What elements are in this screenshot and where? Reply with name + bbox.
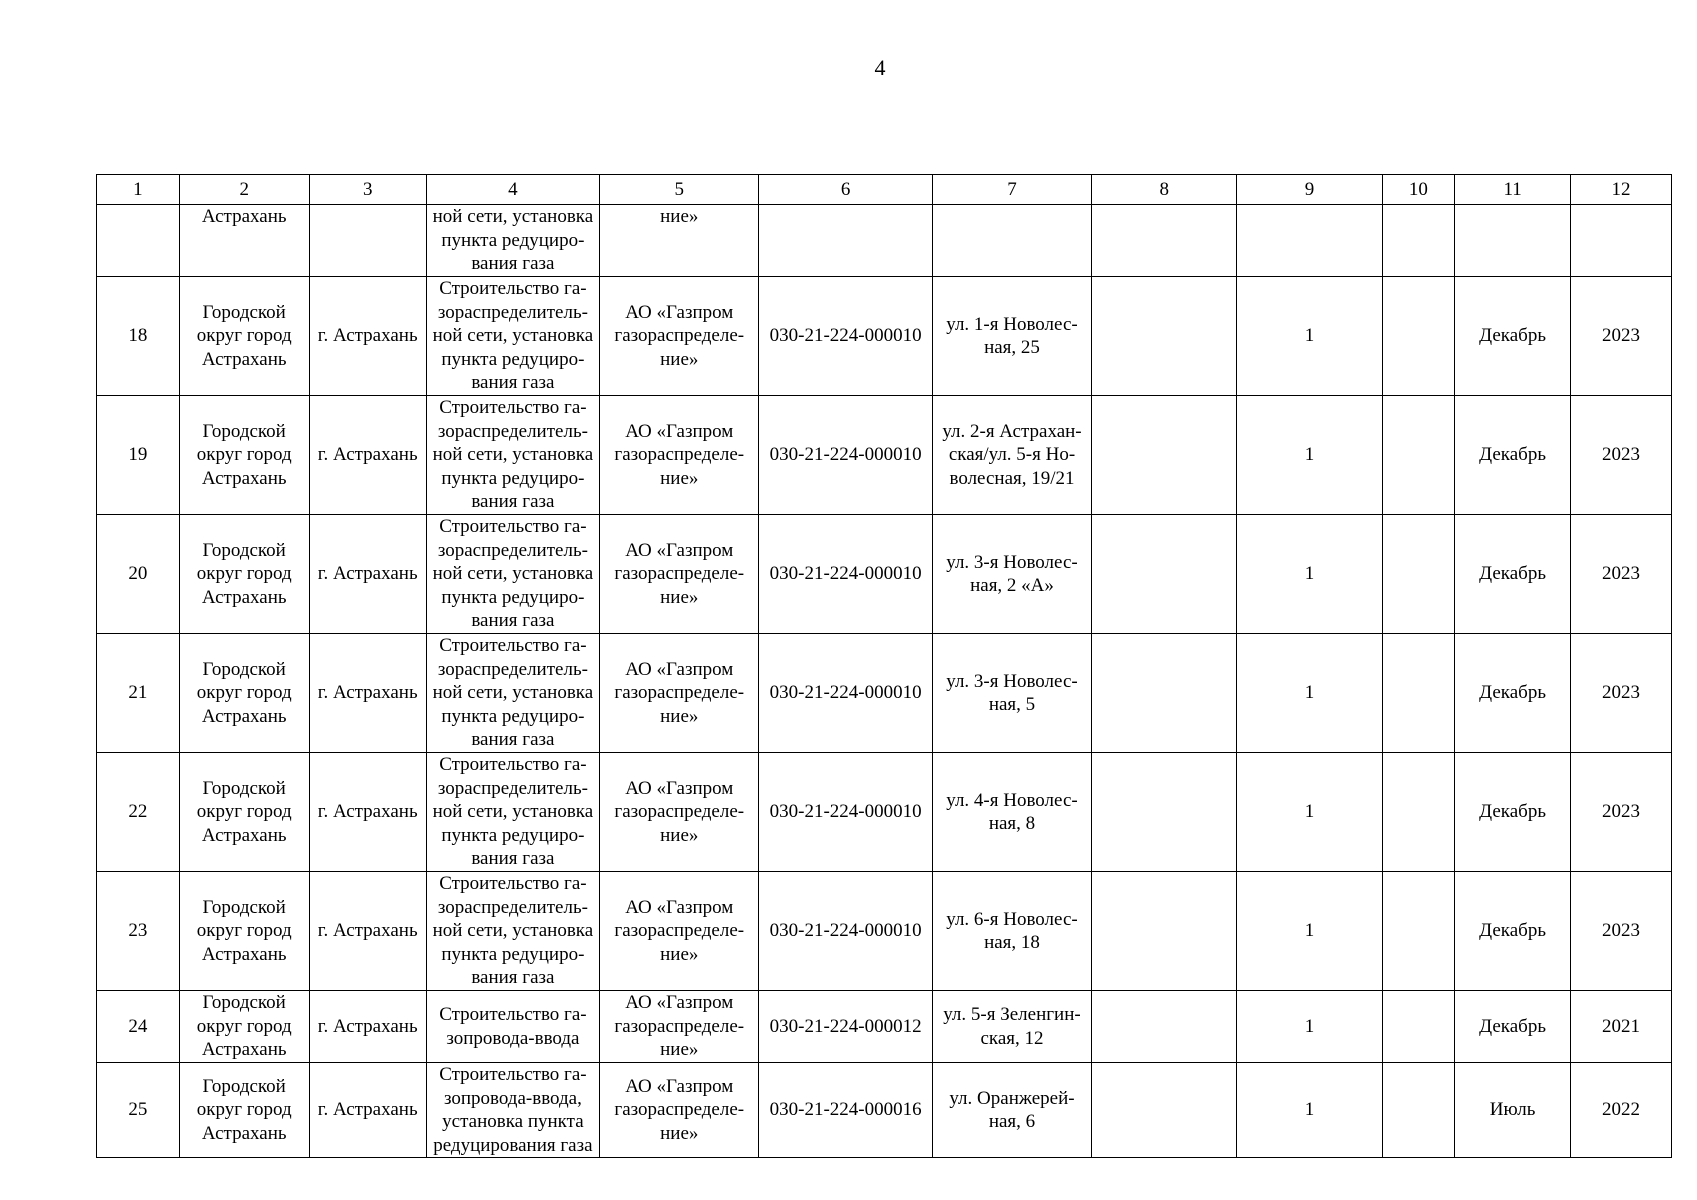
cell-settlement: г. Астрахань xyxy=(309,515,426,634)
cell-col10 xyxy=(1382,205,1455,277)
cell-municipality: Городской округ город Астрахань xyxy=(179,1063,309,1158)
table-row xyxy=(97,277,1672,396)
cell-num: 21 xyxy=(97,634,180,753)
column-header: 5 xyxy=(600,175,759,205)
cell-work: Строительство га- зопровода-ввода xyxy=(426,991,599,1063)
cell-year: 2023 xyxy=(1571,872,1672,991)
cell-num: 19 xyxy=(97,396,180,515)
cell-month: Декабрь xyxy=(1455,396,1571,515)
cell-col8 xyxy=(1092,634,1237,753)
column-header: 4 xyxy=(426,175,599,205)
cell-code: 030-21-224-000010 xyxy=(759,396,932,515)
cell-col9: 1 xyxy=(1237,991,1382,1063)
cell-address xyxy=(932,205,1091,277)
cell-work: Строительство га- зораспределитель- ной сети, установка пункта редуциро- вания газа xyxy=(426,277,599,396)
column-header: 1 xyxy=(97,175,180,205)
table-row xyxy=(97,634,1672,753)
cell-col9: 1 xyxy=(1237,396,1382,515)
cell-address: ул. Оранжерей- ная, 6 xyxy=(932,1063,1091,1158)
cell-municipality: Городской округ город Астрахань xyxy=(179,277,309,396)
cell-month: Декабрь xyxy=(1455,634,1571,753)
cell-municipality: Городской округ город Астрахань xyxy=(179,634,309,753)
cell-work: Строительство га- зопровода-ввода, установка пункта редуцирования газа xyxy=(426,1063,599,1158)
column-header: 7 xyxy=(932,175,1091,205)
cell-num: 24 xyxy=(97,991,180,1063)
column-header: 9 xyxy=(1237,175,1382,205)
cell-year: 2023 xyxy=(1571,753,1672,872)
cell-month: Декабрь xyxy=(1455,515,1571,634)
cell-code: 030-21-224-000012 xyxy=(759,991,932,1063)
cell-col8 xyxy=(1092,991,1237,1063)
cell-code: 030-21-224-000016 xyxy=(759,1063,932,1158)
cell-col10 xyxy=(1382,396,1455,515)
column-header: 6 xyxy=(759,175,932,205)
cell-col8 xyxy=(1092,396,1237,515)
cell-code: 030-21-224-000010 xyxy=(759,634,932,753)
cell-year: 2022 xyxy=(1571,1063,1672,1158)
cell-org: ние» xyxy=(600,205,759,277)
cell-num: 23 xyxy=(97,872,180,991)
cell-col10 xyxy=(1382,991,1455,1063)
cell-col8 xyxy=(1092,753,1237,872)
cell-col8 xyxy=(1092,515,1237,634)
cell-num: 18 xyxy=(97,277,180,396)
cell-municipality: Астрахань xyxy=(179,205,309,277)
cell-code: 030-21-224-000010 xyxy=(759,753,932,872)
cell-month: Декабрь xyxy=(1455,872,1571,991)
cell-settlement: г. Астрахань xyxy=(309,396,426,515)
cell-org: АО «Газпром газораспределе- ние» xyxy=(600,1063,759,1158)
data-table xyxy=(96,174,1672,1158)
cell-year: 2021 xyxy=(1571,991,1672,1063)
cell-year xyxy=(1571,205,1672,277)
table-row xyxy=(97,515,1672,634)
cell-municipality: Городской округ город Астрахань xyxy=(179,515,309,634)
cell-month: Декабрь xyxy=(1455,277,1571,396)
cell-month xyxy=(1455,205,1571,277)
cell-year: 2023 xyxy=(1571,396,1672,515)
cell-col9: 1 xyxy=(1237,1063,1382,1158)
cell-code: 030-21-224-000010 xyxy=(759,277,932,396)
cell-num: 25 xyxy=(97,1063,180,1158)
page-number: 4 xyxy=(874,55,886,80)
cell-org: АО «Газпром газораспределе- ние» xyxy=(600,515,759,634)
cell-settlement: г. Астрахань xyxy=(309,872,426,991)
cell-year: 2023 xyxy=(1571,515,1672,634)
column-header: 11 xyxy=(1455,175,1571,205)
column-header: 8 xyxy=(1092,175,1237,205)
cell-col10 xyxy=(1382,277,1455,396)
cell-address: ул. 5-я Зеленгин- ская, 12 xyxy=(932,991,1091,1063)
cell-col10 xyxy=(1382,515,1455,634)
cell-col10 xyxy=(1382,872,1455,991)
cell-col9: 1 xyxy=(1237,277,1382,396)
cell-col9 xyxy=(1237,205,1382,277)
cell-code: 030-21-224-000010 xyxy=(759,515,932,634)
cell-address: ул. 1-я Новолес- ная, 25 xyxy=(932,277,1091,396)
column-header: 10 xyxy=(1382,175,1455,205)
cell-work: ной сети, установка пункта редуциро- вания газа xyxy=(426,205,599,277)
cell-org: АО «Газпром газораспределе- ние» xyxy=(600,634,759,753)
cell-org: АО «Газпром газораспределе- ние» xyxy=(600,396,759,515)
table-row xyxy=(97,872,1672,991)
cell-settlement: г. Астрахань xyxy=(309,991,426,1063)
cell-settlement: г. Астрахань xyxy=(309,1063,426,1158)
cell-work: Строительство га- зораспределитель- ной сети, установка пункта редуциро- вания газа xyxy=(426,753,599,872)
continuation-row xyxy=(97,205,1672,277)
cell-col8 xyxy=(1092,277,1237,396)
column-header: 12 xyxy=(1571,175,1672,205)
table-row xyxy=(97,396,1672,515)
cell-col8 xyxy=(1092,205,1237,277)
cell-org: АО «Газпром газораспределе- ние» xyxy=(600,872,759,991)
cell-col9: 1 xyxy=(1237,515,1382,634)
cell-month: Декабрь xyxy=(1455,753,1571,872)
cell-num: 22 xyxy=(97,753,180,872)
table-row xyxy=(97,1063,1672,1158)
cell-work: Строительство га- зораспределитель- ной сети, установка пункта редуциро- вания газа xyxy=(426,515,599,634)
cell-col9: 1 xyxy=(1237,634,1382,753)
cell-col8 xyxy=(1092,1063,1237,1158)
cell-address: ул. 6-я Новолес- ная, 18 xyxy=(932,872,1091,991)
cell-code xyxy=(759,205,932,277)
cell-col9: 1 xyxy=(1237,753,1382,872)
cell-work: Строительство га- зораспределитель- ной сети, установка пункта редуциро- вания газа xyxy=(426,872,599,991)
cell-address: ул. 2-я Астрахан- ская/ул. 5-я Но- волесная, 19/21 xyxy=(932,396,1091,515)
cell-address: ул. 3-я Новолес- ная, 5 xyxy=(932,634,1091,753)
cell-month: Июль xyxy=(1455,1063,1571,1158)
column-header: 2 xyxy=(179,175,309,205)
cell-org: АО «Газпром газораспределе- ние» xyxy=(600,753,759,872)
cell-settlement xyxy=(309,205,426,277)
cell-municipality: Городской округ город Астрахань xyxy=(179,872,309,991)
cell-municipality: Городской округ город Астрахань xyxy=(179,753,309,872)
cell-col9: 1 xyxy=(1237,872,1382,991)
cell-address: ул. 4-я Новолес- ная, 8 xyxy=(932,753,1091,872)
cell-col8 xyxy=(1092,872,1237,991)
cell-code: 030-21-224-000010 xyxy=(759,872,932,991)
cell-col10 xyxy=(1382,753,1455,872)
column-header: 3 xyxy=(309,175,426,205)
cell-org: АО «Газпром газораспределе- ние» xyxy=(600,277,759,396)
cell-num: 20 xyxy=(97,515,180,634)
table-row xyxy=(97,753,1672,872)
cell-month: Декабрь xyxy=(1455,991,1571,1063)
cell-col10 xyxy=(1382,634,1455,753)
cell-work: Строительство га- зораспределитель- ной сети, установка пункта редуциро- вания газа xyxy=(426,396,599,515)
cell-num xyxy=(97,205,180,277)
cell-col10 xyxy=(1382,1063,1455,1158)
cell-municipality: Городской округ город Астрахань xyxy=(179,991,309,1063)
cell-org: АО «Газпром газораспределе- ние» xyxy=(600,991,759,1063)
header-row xyxy=(97,175,1672,205)
cell-settlement: г. Астрахань xyxy=(309,634,426,753)
cell-settlement: г. Астрахань xyxy=(309,277,426,396)
table-row xyxy=(97,991,1672,1063)
cell-year: 2023 xyxy=(1571,634,1672,753)
cell-address: ул. 3-я Новолес- ная, 2 «А» xyxy=(932,515,1091,634)
cell-municipality: Городской округ город Астрахань xyxy=(179,396,309,515)
cell-year: 2023 xyxy=(1571,277,1672,396)
cell-settlement: г. Астрахань xyxy=(309,753,426,872)
cell-work: Строительство га- зораспределитель- ной сети, установка пункта редуциро- вания газа xyxy=(426,634,599,753)
